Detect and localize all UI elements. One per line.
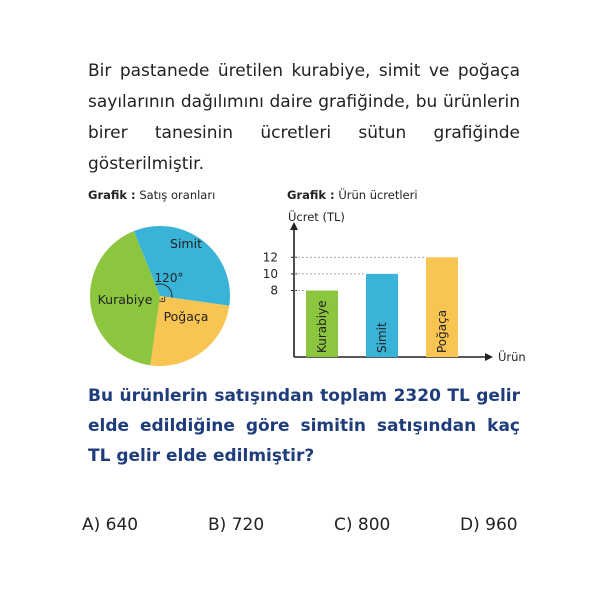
y-tick-label-1: 10 <box>262 266 278 281</box>
bar-label-2: Poğaça <box>435 309 449 353</box>
bar-chart-caption <box>287 188 418 202</box>
right-angle-dot <box>161 298 163 300</box>
answer-choices <box>0 515 600 539</box>
x-axis-label: Ürün <box>498 350 526 364</box>
bar-chart <box>262 205 526 370</box>
pie-slice-1 <box>150 296 229 366</box>
pie-slice-label-0: Simit <box>170 236 202 251</box>
bar-caption-text: Ürün ücretleri <box>338 188 418 202</box>
choice-b[interactable]: B) 720 <box>208 515 265 535</box>
question-text: Bu ürünlerin satışından toplam 2320 TL gelir elde edildiğine göre simitin satışından kaç TL gelir elde edilmiştir? <box>88 386 520 466</box>
bar-label-0: Kurabiye <box>315 300 329 353</box>
pie-chart <box>88 226 233 371</box>
y-tick-label-0: 8 <box>270 283 278 298</box>
pie-chart-caption <box>88 188 215 202</box>
bar-caption-prefix: Grafik : <box>287 188 335 202</box>
y-axis-label: Ücret (TL) <box>288 210 345 224</box>
bar-label-1: Simit <box>375 322 389 353</box>
pie-caption-prefix: Grafik : <box>88 188 136 202</box>
x-axis-arrow <box>485 353 493 361</box>
pie-caption-text: Satış oranları <box>139 188 216 202</box>
choice-d[interactable]: D) 960 <box>460 515 518 535</box>
angle-label: 120° <box>154 271 184 285</box>
choice-a[interactable]: A) 640 <box>82 515 139 535</box>
choice-c[interactable]: C) 800 <box>334 515 391 535</box>
problem-intro-text: Bir pastanede üretilen kurabiye, simit ve poğaça sayılarının dağılımını daire grafiğinde, bu ürünlerin birer tanesinin ücretleri sütun grafiğinde gösterilmiştir. <box>88 61 520 174</box>
pie-slice-label-1: Poğaça <box>163 309 209 324</box>
pie-slice-label-2: Kurabiye <box>97 292 153 307</box>
y-tick-label-2: 12 <box>262 250 278 265</box>
